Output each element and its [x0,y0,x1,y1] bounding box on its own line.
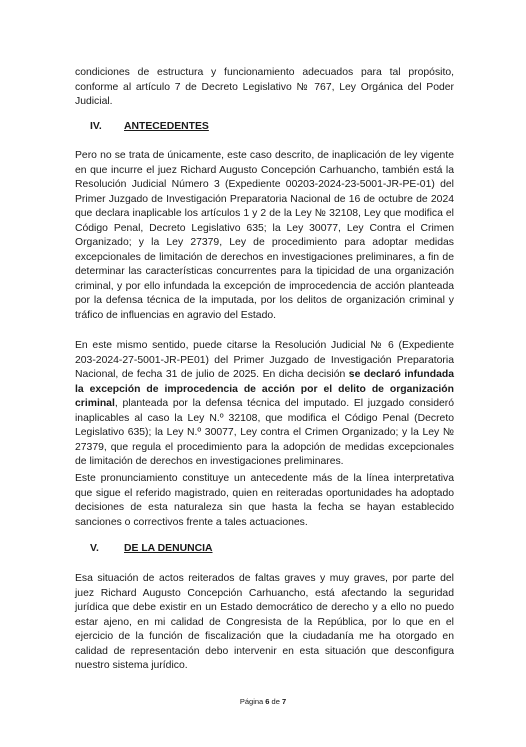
antecedentes-paragraph-2 [75,339,454,470]
page-footer [0,697,526,707]
antecedentes-paragraph-1: Pero no se trata de únicamente, este caso descrito, de inaplicación de ley vigente en que incurre el juez Richard Augusto Concepción Carhuancho, también está la Resolución Judicial Número 3 (Expediente 00203-2024-23-5001-JR-PE-01) del Primer Juzgado de Investigación Preparatoria Nacional de 16 de octubre de 2024 que declara inaplicable los artículos 1 y 2 de la Ley № 32108, Ley que modifica el Código Penal, Decreto Legislativo 635; la Ley 30077, Ley Contra el Crimen Organizado; y la Ley 27379, Ley de procedimiento para adoptar medidas excepcionales de limitación de derechos en investigaciones preliminares, a fin de determinar las características concurrentes para la tipicidad de una organización criminal, y por ello infundada la excepción de improcedencia de acción planteada por la defensa técnica de la imputada, por los delitos de organización criminal y tráfico de influencias en agravio del Estado. [75,150,454,321]
section-iv-heading [90,120,209,134]
intro-paragraph: condiciones de estructura y funcionamiento adecuados para tal propósito, conforme al artículo 7 de Decreto Legislativo № 767, Ley Orgánica del Poder Judicial. [75,67,454,107]
section-v-title: DE LA DENUNCIA [124,543,213,554]
footer-prefix: Página [239,697,266,706]
footer-total-pages: 7 [281,697,287,706]
paragraph-2-bold-text: se declaró infundada la excepción de improcedencia de acción por el delito de organización criminal [75,369,454,409]
section-iv-title: ANTECEDENTES [124,121,209,132]
footer-middle: de [269,697,282,706]
footer-current-page: 6 [265,697,270,706]
paragraph-2-text-b: , planteada por la defensa técnica del imputado. El juzgado consideró inaplicables al caso la Ley N.º 32108, que modifica el Código Penal (Decreto Legislativo 635); la Ley N.º 30077, Ley contra el Crimen Organizado; y la Ley № 27379, que regula el procedimiento para la adopción de medidas excepcionales de limitación de derechos en investigaciones preliminares. [75,398,454,467]
section-v-number: V. [90,543,99,554]
denuncia-paragraph: Esa situación de actos reiterados de faltas graves y muy graves, por parte del juez Richard Augusto Concepción Carhuancho, está afectando la seguridad jurídica que debe existir en un Estado democrático de derecho y a ello no puedo estar ajeno, en mi calidad de Congresista de la República, por lo que en el ejercicio de la función de fiscalización que la ciudadanía me ha otorgado en calidad de representación debo intervenir en esta situación que desconfigura nuestro sistema jurídico. [75,573,454,671]
section-iv-number: IV. [90,121,102,132]
paragraph-2-text-a: En este mismo sentido, puede citarse la Resolución Judicial № 6 (Expediente 203-2024-27-5001-JR-PE01) del Primer Juzgado de Investigación Preparatoria Nacional, de fecha 31 de julio de 2025. En dicha decisión [75,340,454,380]
antecedentes-paragraph-3: Este pronunciamiento constituye un antecedente más de la línea interpretativa que sigue el referido magistrado, quien en reiteradas oportunidades ha adoptado decisiones de esta naturaleza sin que hasta la fecha se hayan establecido sanciones o correctivos frente a tales actuaciones. [75,473,454,528]
section-v-heading [90,542,213,556]
